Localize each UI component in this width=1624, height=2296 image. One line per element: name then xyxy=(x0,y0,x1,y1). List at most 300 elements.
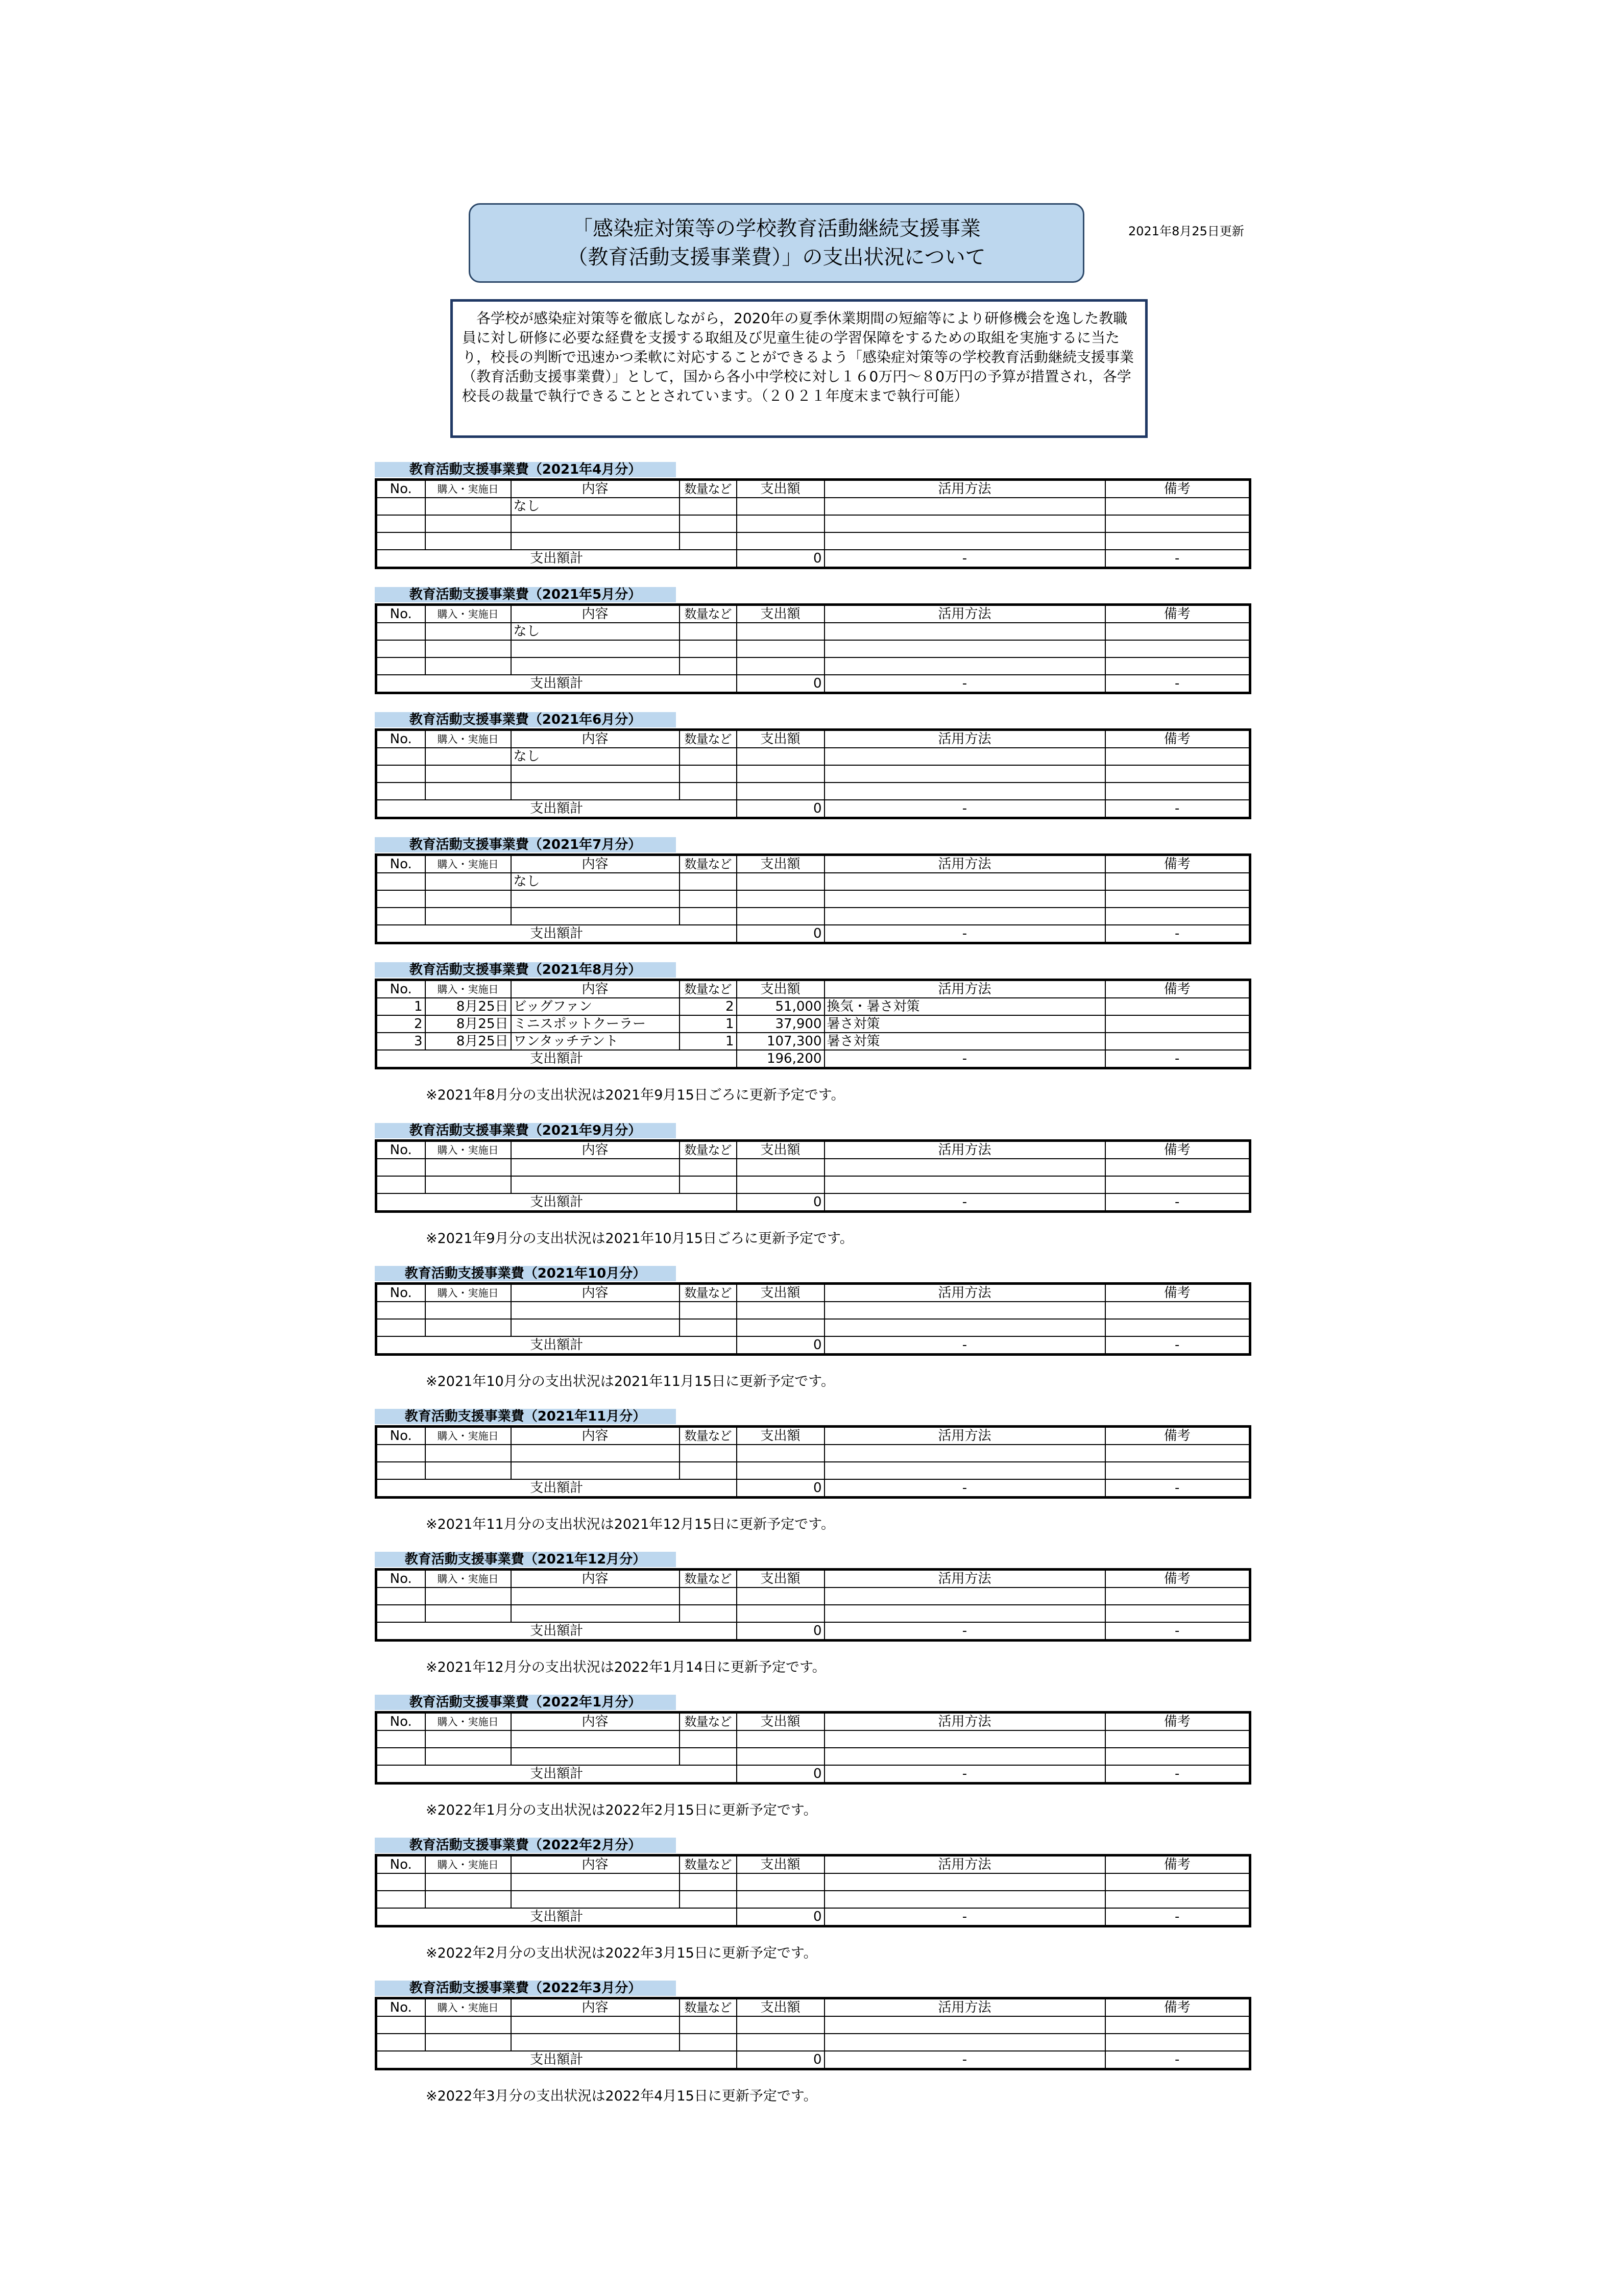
header-no: No. xyxy=(376,1713,425,1731)
total-remarks: - xyxy=(1105,925,1250,943)
total-remarks: - xyxy=(1105,675,1250,693)
cell-method xyxy=(825,748,1105,765)
cell-amount xyxy=(737,890,825,908)
expenditure-table xyxy=(375,853,1251,944)
expenditure-table xyxy=(375,1997,1251,2070)
intro-text: 各学校が感染症対策等を徹底しながら，2020年の夏季休業期間の短縮等により研修機会を逸した教職員に対し研修に必要な経費を支援する取組及び児童生徒の学習保障をするための取組を実施するに当たり，校長の判断で迅速かつ柔軟に対応することができるよう「感染症対策等の学校教育活動継続支援事業（教育活動支援事業費）」として，国から各小中学校に対し１６0万円～８0万円の予算が措置され，各学校長の裁量で執行できることとされています。（２０２１年度末まで執行可能） xyxy=(450,299,1148,438)
section-header: 教育活動支援事業費（2022年2月分） xyxy=(375,1838,676,1853)
cell-remarks xyxy=(1105,1873,1250,1891)
expenditure-table xyxy=(375,979,1251,1069)
cell-qty xyxy=(680,783,737,800)
cell-content xyxy=(511,515,680,532)
cell-date xyxy=(425,2016,511,2034)
cell-date xyxy=(425,1748,511,1765)
header-content: 内容 xyxy=(511,1855,680,1874)
table-header-row xyxy=(376,1141,1250,1159)
cell-remarks xyxy=(1105,873,1250,890)
total-row xyxy=(376,1908,1250,1926)
total-label: 支出額計 xyxy=(376,550,737,568)
cell-qty xyxy=(680,2016,737,2034)
header-no: No. xyxy=(376,605,425,623)
total-amount: 0 xyxy=(737,1479,825,1498)
cell-qty xyxy=(680,1159,737,1176)
cell-content xyxy=(511,765,680,783)
cell-remarks xyxy=(1105,783,1250,800)
header-date: 購入・実施日 xyxy=(425,1855,511,1874)
header-content: 内容 xyxy=(511,855,680,873)
section-header: 教育活動支援事業費（2021年11月分） xyxy=(375,1409,676,1424)
cell-amount xyxy=(737,515,825,532)
cell-method: 暑さ対策 xyxy=(825,1033,1105,1050)
header-method: 活用方法 xyxy=(825,730,1105,748)
header-date: 購入・実施日 xyxy=(425,480,511,498)
header-method: 活用方法 xyxy=(825,605,1105,623)
total-amount: 0 xyxy=(737,675,825,693)
total-amount: 0 xyxy=(737,1336,825,1355)
cell-method xyxy=(825,1891,1105,1908)
cell-date xyxy=(425,1319,511,1336)
table-row xyxy=(376,1159,1250,1176)
header-no: No. xyxy=(376,855,425,873)
update-note: ※2021年10月分の支出状況は2021年11月15日に更新予定です。 xyxy=(426,1374,835,1389)
expenditure-table xyxy=(375,1282,1251,1356)
table-header-row xyxy=(376,1998,1250,2017)
header-qty: 数量など xyxy=(680,1284,737,1302)
header-date: 購入・実施日 xyxy=(425,1713,511,1731)
cell-date xyxy=(425,2034,511,2051)
header-qty: 数量など xyxy=(680,1570,737,1588)
cell-remarks xyxy=(1105,498,1250,515)
total-label: 支出額計 xyxy=(376,800,737,818)
cell-qty xyxy=(680,1748,737,1765)
cell-date xyxy=(425,1159,511,1176)
cell-content xyxy=(511,657,680,675)
cell-content: ワンタッチテント xyxy=(511,1033,680,1050)
cell-content xyxy=(511,1302,680,1319)
cell-remarks xyxy=(1105,1445,1250,1462)
cell-amount: 107,300 xyxy=(737,1033,825,1050)
header-remarks: 備考 xyxy=(1105,980,1250,998)
cell-qty xyxy=(680,1302,737,1319)
cell-amount: 37,900 xyxy=(737,1015,825,1033)
cell-remarks xyxy=(1105,1730,1250,1748)
cell-amount xyxy=(737,1748,825,1765)
table-row xyxy=(376,748,1250,765)
cell-content xyxy=(511,1176,680,1193)
total-remarks: - xyxy=(1105,1479,1250,1498)
cell-method xyxy=(825,908,1105,925)
total-label: 支出額計 xyxy=(376,675,737,693)
cell-amount xyxy=(737,1462,825,1479)
header-remarks: 備考 xyxy=(1105,855,1250,873)
cell-amount xyxy=(737,1730,825,1748)
cell-amount xyxy=(737,532,825,550)
table-header-row xyxy=(376,730,1250,748)
total-remarks: - xyxy=(1105,800,1250,818)
header-method: 活用方法 xyxy=(825,1998,1105,2017)
cell-method xyxy=(825,1605,1105,1622)
cell-content xyxy=(511,1587,680,1605)
cell-qty xyxy=(680,1587,737,1605)
total-remarks: - xyxy=(1105,1336,1250,1355)
table-header-row xyxy=(376,1713,1250,1731)
table-row xyxy=(376,498,1250,515)
cell-remarks xyxy=(1105,532,1250,550)
cell-content xyxy=(511,2016,680,2034)
header-remarks: 備考 xyxy=(1105,480,1250,498)
cell-no: 2 xyxy=(376,1015,425,1033)
total-remarks: - xyxy=(1105,2051,1250,2069)
cell-amount xyxy=(737,1176,825,1193)
section-header: 教育活動支援事業費（2021年5月分） xyxy=(375,587,676,602)
cell-no xyxy=(376,1891,425,1908)
cell-date: 8月25日 xyxy=(425,998,511,1015)
header-amount: 支出額 xyxy=(737,1713,825,1731)
page-title-line2: （教育活動支援事業費）」の支出状況について xyxy=(567,246,986,269)
cell-no xyxy=(376,1873,425,1891)
cell-method: 換気・暑さ対策 xyxy=(825,998,1105,1015)
total-amount: 0 xyxy=(737,1622,825,1641)
header-no: No. xyxy=(376,730,425,748)
header-amount: 支出額 xyxy=(737,480,825,498)
header-date: 購入・実施日 xyxy=(425,605,511,623)
section-header: 教育活動支援事業費（2021年9月分） xyxy=(375,1123,676,1138)
total-remarks: - xyxy=(1105,1908,1250,1926)
table-row xyxy=(376,1033,1250,1050)
header-amount: 支出額 xyxy=(737,1998,825,2017)
header-method: 活用方法 xyxy=(825,1427,1105,1445)
cell-amount xyxy=(737,1445,825,1462)
cell-remarks xyxy=(1105,998,1250,1015)
cell-amount xyxy=(737,873,825,890)
cell-method xyxy=(825,1176,1105,1193)
section-header: 教育活動支援事業費（2021年8月分） xyxy=(375,962,676,978)
cell-content xyxy=(511,640,680,657)
cell-remarks xyxy=(1105,1891,1250,1908)
header-date: 購入・実施日 xyxy=(425,1141,511,1159)
expenditure-table xyxy=(375,1711,1251,1785)
total-method: - xyxy=(825,1908,1105,1926)
total-label: 支出額計 xyxy=(376,1050,737,1068)
total-remarks: - xyxy=(1105,1622,1250,1641)
cell-qty xyxy=(680,1730,737,1748)
cell-date xyxy=(425,515,511,532)
cell-qty xyxy=(680,1605,737,1622)
cell-content xyxy=(511,908,680,925)
header-remarks: 備考 xyxy=(1105,1998,1250,2017)
cell-qty xyxy=(680,1176,737,1193)
cell-no xyxy=(376,765,425,783)
cell-amount xyxy=(737,1873,825,1891)
cell-method xyxy=(825,1445,1105,1462)
cell-method xyxy=(825,783,1105,800)
cell-date xyxy=(425,890,511,908)
cell-amount xyxy=(737,908,825,925)
header-content: 内容 xyxy=(511,1570,680,1588)
total-row xyxy=(376,550,1250,568)
cell-remarks xyxy=(1105,515,1250,532)
table-row xyxy=(376,1302,1250,1319)
cell-content xyxy=(511,1159,680,1176)
cell-remarks xyxy=(1105,2034,1250,2051)
cell-amount xyxy=(737,1302,825,1319)
header-remarks: 備考 xyxy=(1105,1141,1250,1159)
cell-qty xyxy=(680,873,737,890)
total-label: 支出額計 xyxy=(376,1193,737,1212)
cell-remarks xyxy=(1105,1302,1250,1319)
header-date: 購入・実施日 xyxy=(425,1570,511,1588)
table-row xyxy=(376,1605,1250,1622)
update-note: ※2022年2月分の支出状況は2022年3月15日に更新予定です。 xyxy=(426,1945,817,1961)
total-amount: 0 xyxy=(737,1193,825,1212)
cell-no xyxy=(376,2034,425,2051)
cell-qty xyxy=(680,640,737,657)
total-row xyxy=(376,925,1250,943)
total-method: - xyxy=(825,925,1105,943)
header-amount: 支出額 xyxy=(737,605,825,623)
section-header: 教育活動支援事業費（2021年6月分） xyxy=(375,712,676,727)
header-amount: 支出額 xyxy=(737,1855,825,1874)
total-row xyxy=(376,1479,1250,1498)
cell-date xyxy=(425,657,511,675)
cell-amount xyxy=(737,498,825,515)
total-row xyxy=(376,1765,1250,1784)
table-row xyxy=(376,998,1250,1015)
total-label: 支出額計 xyxy=(376,1336,737,1355)
cell-content xyxy=(511,532,680,550)
cell-qty xyxy=(680,515,737,532)
table-row xyxy=(376,783,1250,800)
total-row xyxy=(376,800,1250,818)
header-date: 購入・実施日 xyxy=(425,855,511,873)
total-remarks: - xyxy=(1105,550,1250,568)
total-amount: 0 xyxy=(737,550,825,568)
cell-amount xyxy=(737,1587,825,1605)
total-amount: 0 xyxy=(737,2051,825,2069)
total-row xyxy=(376,1193,1250,1212)
cell-content xyxy=(511,1730,680,1748)
total-method: - xyxy=(825,1193,1105,1212)
total-row xyxy=(376,1050,1250,1068)
header-date: 購入・実施日 xyxy=(425,1427,511,1445)
total-amount: 0 xyxy=(737,925,825,943)
cell-qty xyxy=(680,623,737,640)
table-header-row xyxy=(376,1427,1250,1445)
cell-remarks xyxy=(1105,1033,1250,1050)
cell-amount xyxy=(737,640,825,657)
cell-qty xyxy=(680,1319,737,1336)
cell-amount xyxy=(737,2016,825,2034)
cell-method xyxy=(825,765,1105,783)
header-amount: 支出額 xyxy=(737,855,825,873)
cell-date xyxy=(425,1462,511,1479)
cell-date xyxy=(425,783,511,800)
cell-date: 8月25日 xyxy=(425,1033,511,1050)
cell-no xyxy=(376,1587,425,1605)
cell-no xyxy=(376,1319,425,1336)
cell-date xyxy=(425,1302,511,1319)
update-note: ※2022年3月分の支出状況は2022年4月15日に更新予定です。 xyxy=(426,2088,817,2104)
header-content: 内容 xyxy=(511,730,680,748)
cell-qty xyxy=(680,657,737,675)
table-row xyxy=(376,2034,1250,2051)
total-label: 支出額計 xyxy=(376,1622,737,1641)
cell-no: 1 xyxy=(376,998,425,1015)
cell-method xyxy=(825,1873,1105,1891)
cell-remarks xyxy=(1105,890,1250,908)
cell-content xyxy=(511,2034,680,2051)
cell-date xyxy=(425,748,511,765)
cell-qty xyxy=(680,498,737,515)
cell-content xyxy=(511,1462,680,1479)
cell-amount: 51,000 xyxy=(737,998,825,1015)
cell-remarks xyxy=(1105,1605,1250,1622)
cell-method xyxy=(825,1730,1105,1748)
header-qty: 数量など xyxy=(680,980,737,998)
cell-amount xyxy=(737,783,825,800)
header-date: 購入・実施日 xyxy=(425,980,511,998)
header-no: No. xyxy=(376,1427,425,1445)
table-header-row xyxy=(376,480,1250,498)
header-no: No. xyxy=(376,1855,425,1874)
expenditure-table xyxy=(375,478,1251,569)
cell-no xyxy=(376,873,425,890)
table-row xyxy=(376,1445,1250,1462)
cell-method xyxy=(825,2016,1105,2034)
header-qty: 数量など xyxy=(680,1998,737,2017)
total-method: - xyxy=(825,1336,1105,1355)
cell-qty: 1 xyxy=(680,1015,737,1033)
cell-method xyxy=(825,1319,1105,1336)
total-row xyxy=(376,2051,1250,2069)
cell-remarks xyxy=(1105,1462,1250,1479)
cell-qty xyxy=(680,532,737,550)
header-no: No. xyxy=(376,1570,425,1588)
cell-no xyxy=(376,1302,425,1319)
expenditure-table xyxy=(375,1854,1251,1927)
table-row xyxy=(376,908,1250,925)
header-content: 内容 xyxy=(511,1284,680,1302)
update-note: ※2022年1月分の支出状況は2022年2月15日に更新予定です。 xyxy=(426,1802,817,1818)
table-row xyxy=(376,1730,1250,1748)
total-method: - xyxy=(825,1050,1105,1068)
table-row xyxy=(376,532,1250,550)
cell-date xyxy=(425,532,511,550)
total-remarks: - xyxy=(1105,1765,1250,1784)
header-amount: 支出額 xyxy=(737,1570,825,1588)
header-remarks: 備考 xyxy=(1105,730,1250,748)
cell-remarks xyxy=(1105,908,1250,925)
header-qty: 数量など xyxy=(680,480,737,498)
cell-remarks xyxy=(1105,657,1250,675)
cell-no xyxy=(376,1730,425,1748)
cell-remarks xyxy=(1105,640,1250,657)
cell-amount xyxy=(737,657,825,675)
table-row xyxy=(376,765,1250,783)
total-amount: 0 xyxy=(737,800,825,818)
cell-qty xyxy=(680,1462,737,1479)
cell-no xyxy=(376,623,425,640)
cell-qty xyxy=(680,908,737,925)
cell-no xyxy=(376,890,425,908)
total-label: 支出額計 xyxy=(376,925,737,943)
header-date: 購入・実施日 xyxy=(425,1998,511,2017)
total-method: - xyxy=(825,2051,1105,2069)
cell-no xyxy=(376,515,425,532)
table-row xyxy=(376,1176,1250,1193)
table-row xyxy=(376,1462,1250,1479)
cell-remarks xyxy=(1105,1015,1250,1033)
cell-content xyxy=(511,1873,680,1891)
cell-remarks xyxy=(1105,623,1250,640)
header-content: 内容 xyxy=(511,480,680,498)
table-header-row xyxy=(376,855,1250,873)
cell-date xyxy=(425,1873,511,1891)
total-method: - xyxy=(825,800,1105,818)
update-note: ※2021年11月分の支出状況は2021年12月15日に更新予定です。 xyxy=(426,1517,835,1532)
header-content: 内容 xyxy=(511,1427,680,1445)
total-amount: 196,200 xyxy=(737,1050,825,1068)
cell-method xyxy=(825,657,1105,675)
total-method: - xyxy=(825,1622,1105,1641)
header-content: 内容 xyxy=(511,1713,680,1731)
cell-remarks xyxy=(1105,1587,1250,1605)
table-header-row xyxy=(376,1855,1250,1874)
expenditure-table xyxy=(375,1568,1251,1642)
header-date: 購入・実施日 xyxy=(425,1284,511,1302)
cell-qty xyxy=(680,1891,737,1908)
cell-content: なし xyxy=(511,873,680,890)
table-row xyxy=(376,623,1250,640)
cell-qty xyxy=(680,748,737,765)
header-no: No. xyxy=(376,480,425,498)
total-method: - xyxy=(825,1765,1105,1784)
cell-qty xyxy=(680,890,737,908)
header-remarks: 備考 xyxy=(1105,1427,1250,1445)
cell-content xyxy=(511,1605,680,1622)
cell-content: ビッグファン xyxy=(511,998,680,1015)
cell-qty xyxy=(680,2034,737,2051)
cell-no xyxy=(376,1445,425,1462)
header-amount: 支出額 xyxy=(737,1427,825,1445)
header-amount: 支出額 xyxy=(737,1141,825,1159)
cell-content xyxy=(511,890,680,908)
cell-date xyxy=(425,1730,511,1748)
total-remarks: - xyxy=(1105,1193,1250,1212)
table-header-row xyxy=(376,605,1250,623)
cell-amount xyxy=(737,748,825,765)
total-method: - xyxy=(825,675,1105,693)
table-row xyxy=(376,1748,1250,1765)
cell-date xyxy=(425,623,511,640)
total-amount: 0 xyxy=(737,1908,825,1926)
section-header: 教育活動支援事業費（2021年7月分） xyxy=(375,837,676,852)
table-header-row xyxy=(376,1284,1250,1302)
header-amount: 支出額 xyxy=(737,730,825,748)
cell-content: ミニスポットクーラー xyxy=(511,1015,680,1033)
cell-date xyxy=(425,1587,511,1605)
header-method: 活用方法 xyxy=(825,1570,1105,1588)
section-header: 教育活動支援事業費（2022年3月分） xyxy=(375,1981,676,1996)
table-row xyxy=(376,1319,1250,1336)
header-date: 購入・実施日 xyxy=(425,730,511,748)
cell-content: なし xyxy=(511,748,680,765)
cell-method xyxy=(825,498,1105,515)
table-row xyxy=(376,1891,1250,1908)
header-method: 活用方法 xyxy=(825,1284,1105,1302)
section-header: 教育活動支援事業費（2021年12月分） xyxy=(375,1552,676,1567)
header-qty: 数量など xyxy=(680,1855,737,1874)
